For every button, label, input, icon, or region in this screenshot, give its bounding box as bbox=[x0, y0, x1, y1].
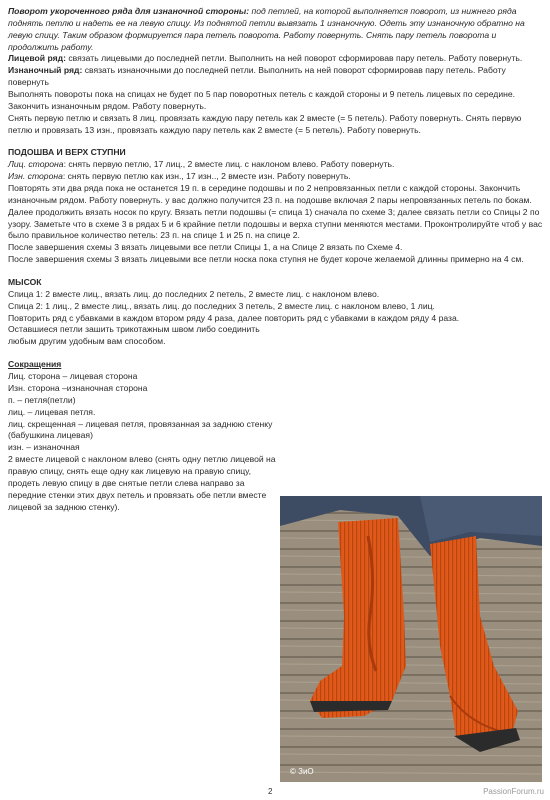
abbreviations-block bbox=[8, 359, 283, 513]
sole-paragraph: После завершения схемы 3 вязать лицевыми все петли Спицы 1, а на Спице 2 вязать по Схеме 4. bbox=[8, 242, 403, 253]
socks-photo bbox=[280, 496, 542, 782]
sole-line2-text: : снять первую петлю как изн., 17 изн.., 2 вместе изн. Работу повернуть. bbox=[62, 171, 351, 182]
abbreviation-item: Изн. сторона –изнаночная сторона bbox=[8, 382, 148, 393]
purl-row-text: связать изнаночными до последней петли. Выполнить на ней поворот сформировав пару петель. Работу повернуть bbox=[8, 65, 506, 88]
abbreviation-item: лиц. – лицевая петля. bbox=[8, 406, 96, 417]
abbreviation-item: 2 вместе лицевой с наклоном влево (снять одну петлю лицевой на правую спицу, снять еще одну как лицевую на правую спицу, продеть левую спицу в две снятые петли слева направо за передние стенки этих двух петель и провязать обе петли вместе лицевой за заднюю стенку). bbox=[8, 454, 276, 512]
sole-section-title: ПОДОШВА И ВЕРХ СТУПНИ bbox=[8, 147, 126, 158]
intro-heading: Поворот укороченного ряда для изнаночной стороны: bbox=[8, 6, 250, 16]
sole-line2-label: Изн. сторона bbox=[8, 171, 63, 182]
toe-closing: Оставшиеся петли зашить трикотажным швом либо соединить любым другим удобным вам способом. bbox=[8, 324, 260, 347]
toe-paragraph: Спица 2: 1 лиц., 2 вместе лиц., вязать лиц. до последних 3 петель, 2 вместе лиц. с наклоном влево, 1 лиц. bbox=[8, 300, 435, 311]
sole-line1-label: Лиц. сторона bbox=[8, 159, 64, 170]
sole-paragraph: Далее продолжить вязать носок по кругу. Вязать петли подошвы (= спица 1) сначала по схеме 3; далее связать петли со Спицы 2 по узору. Заметьте что в схеме 3 в рядах 5 и 6 крайние петли подошвы и верха ступни меняются местами. Проконтролируйте чтоб у вас было правильное количество петель: 23 п. на спице 1 и 25 п. на спице 2. bbox=[8, 206, 543, 241]
heel-line: Снять первую петлю и связать 8 лиц. провязать каждую пару петель как 2 вместе (= 5 петель). Работу повернуть. Снять первую петлю и провязать 13 изн., провязать каждую пару петель как 2 вместе (= 5 петель). Работу повернуть. bbox=[8, 112, 522, 135]
sole-wrong-side-row bbox=[8, 171, 544, 183]
photo-caption: © ЗиО bbox=[290, 767, 314, 776]
page-number: 2 bbox=[268, 787, 273, 796]
face-row-paragraph bbox=[8, 53, 544, 65]
socks-photo-image bbox=[280, 496, 542, 782]
toe-paragraph: Спица 1: 2 вместе лиц., вязать лиц. до последних 2 петель, 2 вместе лиц. с наклоном влево. bbox=[8, 288, 380, 299]
sole-line1-text: : снять первую петлю, 17 лиц., 2 вместе лиц. с наклоном влево. Работу повернуть. bbox=[63, 159, 395, 170]
document-page bbox=[8, 6, 544, 513]
purl-row-label: Изнаночный ряд: bbox=[8, 65, 83, 76]
abbreviation-item: изн. – изнаночная bbox=[8, 442, 80, 453]
purl-row-paragraph bbox=[8, 65, 544, 89]
intro-paragraph bbox=[8, 6, 544, 53]
toe-section-title: МЫСОК bbox=[8, 277, 42, 288]
abbreviations-title: Сокращения bbox=[8, 359, 62, 370]
intro-text: под петлей, на которой выполняется поворот, из нижнего ряда поднять петлю и надеть ее на левую спицу. Из поднятой петли вывязать 1 изнаночную. Одеть эту изнаночную обратно на левую спицу. Таким образом формируется пара петель поворота. Работу повернуть. Снять пару петель поворота и продолжить работу. bbox=[8, 6, 525, 52]
face-row-text: связать лицевыми до последней петли. Выполнить на ней поворот сформировав пару петель. Работу повернуть. bbox=[65, 53, 523, 64]
toe-paragraph: Повторить ряд с убавками в каждом втором ряду 4 раза, далее повторить ряд с убавками в каждом ряду 4 раза. bbox=[8, 312, 460, 323]
abbreviation-item: Лиц. сторона – лицевая сторона bbox=[8, 371, 138, 382]
face-row-label: Лицевой ряд: bbox=[8, 53, 66, 64]
sole-right-side-row bbox=[8, 159, 544, 171]
watermark: PassionForum.ru bbox=[483, 787, 544, 796]
sole-paragraph: После завершения схемы 3 вязать лицевыми все петли носка пока ступня не будет короче желаемой длинны примерно на 4 см. bbox=[8, 254, 524, 265]
abbreviation-item: п. – петля(петли) bbox=[8, 394, 76, 405]
abbreviation-item: лиц. скрещенная – лицевая петля, провязанная за заднюю стенку (бабушкина лицевая) bbox=[8, 418, 273, 441]
heel-line: Выполнять повороты пока на спицах не будет по 5 пар поворотных петель с каждой стороны и 9 петель лицевых по середине. bbox=[8, 89, 516, 100]
sole-paragraph: Повторять эти два ряда пока не останется 19 п. в середине подошвы и по 2 непровязанных петли с каждой стороны. Закончить изнаночным рядом. Работу повернуть. у вас должно получится 23 п. на подошве включая 2 пары непровязанных петель по бокам. bbox=[8, 183, 532, 205]
heel-line: Закончить изнаночным рядом. Работу повернуть. bbox=[8, 100, 207, 111]
